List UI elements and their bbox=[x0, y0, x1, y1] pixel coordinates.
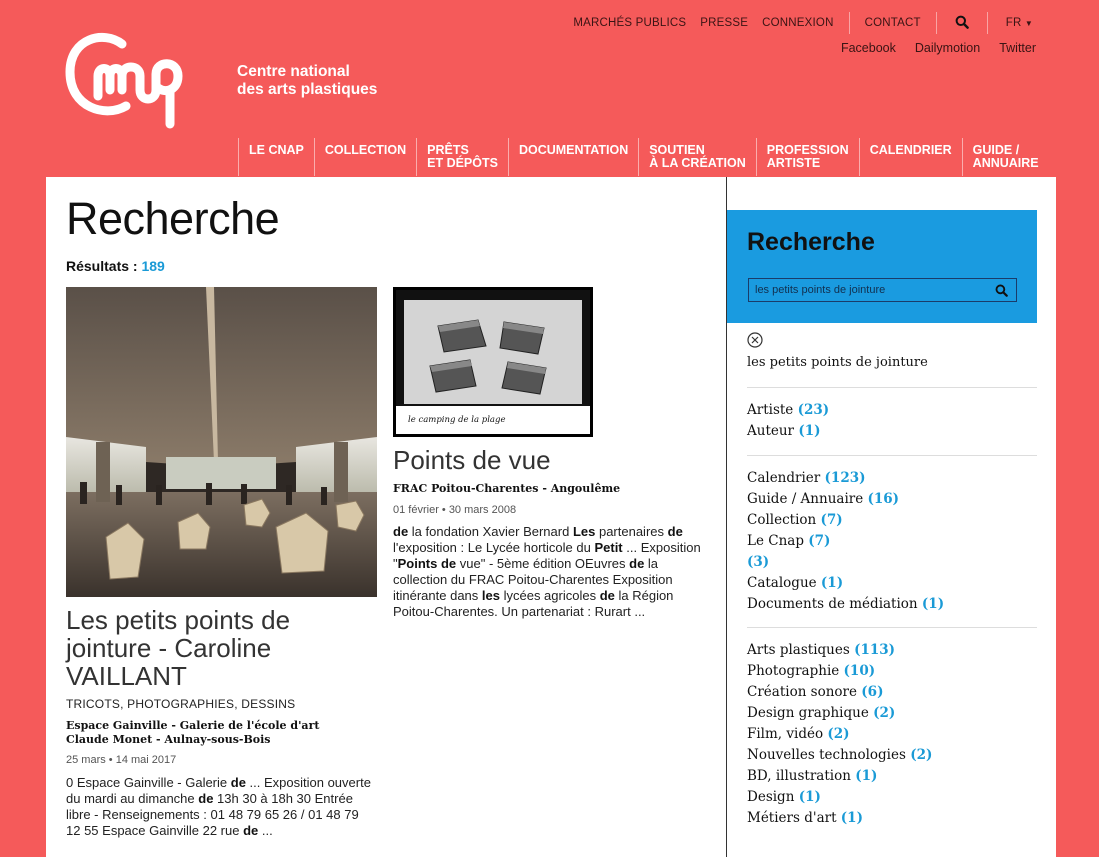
highlighted-term: de bbox=[198, 791, 214, 806]
facet-label: Design graphique bbox=[747, 705, 869, 721]
link-contact[interactable]: CONTACT bbox=[864, 17, 921, 29]
facet-item[interactable] bbox=[747, 468, 1037, 489]
results-number: 189 bbox=[141, 258, 165, 274]
facet-count: (1) bbox=[820, 575, 844, 591]
excerpt-text: ... bbox=[258, 823, 273, 838]
result-image-2[interactable] bbox=[393, 287, 593, 437]
result-excerpt-1 bbox=[66, 775, 376, 839]
divider bbox=[849, 12, 850, 34]
nav-documentation[interactable] bbox=[508, 138, 638, 176]
facet-label: Auteur bbox=[747, 423, 795, 439]
result-photo-2 bbox=[396, 290, 590, 434]
facet-label: Artiste bbox=[747, 402, 794, 418]
nav-profession-artiste[interactable] bbox=[756, 138, 859, 176]
facet-item[interactable] bbox=[747, 661, 1037, 682]
facet-item[interactable] bbox=[747, 552, 1037, 573]
facet-count: (2) bbox=[873, 705, 896, 721]
excerpt-text: 13h 30 à 18h 30 Entrée libre - Renseignements : 01 48 79 65 26 / 01 48 79 12 55 Espace Gainville 22 rue bbox=[66, 791, 359, 838]
facet-label: Métiers d'art bbox=[747, 810, 837, 826]
link-dailymotion[interactable]: Dailymotion bbox=[914, 41, 981, 55]
divider bbox=[987, 12, 988, 34]
facet-item[interactable] bbox=[747, 531, 1037, 552]
result-excerpt-2 bbox=[393, 524, 703, 620]
excerpt-text: la collection du FRAC Poitou-Charentes Exposition itinérante dans bbox=[393, 556, 673, 603]
facet-count: (1) bbox=[840, 810, 863, 826]
excerpt-text: lycées agricoles bbox=[499, 588, 600, 603]
highlighted-term: de bbox=[667, 524, 683, 539]
facet-count: (1) bbox=[921, 596, 945, 612]
language-label: FR bbox=[1005, 17, 1022, 29]
caret-down-icon: ▼ bbox=[1024, 19, 1033, 28]
facet-count: (23) bbox=[797, 402, 830, 418]
excerpt-text: ... Exposition ouverte du mardi au dimanche bbox=[66, 775, 371, 806]
facet-count: (1) bbox=[798, 423, 821, 439]
facet-item[interactable] bbox=[747, 724, 1037, 745]
highlighted-term: Points de bbox=[397, 556, 457, 571]
result-image-1[interactable] bbox=[66, 287, 377, 597]
result-title-2[interactable]: Points de vue bbox=[393, 445, 551, 475]
nav-soutien-a-la-creation[interactable] bbox=[638, 138, 756, 176]
excerpt-text: l'exposition : Le Lycée horticole du bbox=[393, 540, 595, 555]
nav-label: GUIDE / bbox=[972, 143, 1020, 157]
excerpt-text: 0 Espace Gainville - Galerie bbox=[66, 775, 231, 790]
highlighted-term: de bbox=[230, 775, 246, 790]
brand-line-1: Centre national bbox=[237, 63, 350, 80]
highlighted-term: Petit bbox=[594, 540, 623, 555]
social-links bbox=[841, 41, 1036, 55]
search-input[interactable] bbox=[749, 279, 986, 301]
facet-count: (7) bbox=[820, 512, 843, 528]
facet-count: (113) bbox=[854, 642, 896, 658]
facet-label: Catalogue bbox=[747, 575, 817, 591]
excerpt-text: la Région Poitou-Charentes. Un partenariat : Rurart ... bbox=[393, 588, 674, 619]
facet-item[interactable] bbox=[747, 489, 1037, 510]
page-title: Recherche bbox=[66, 193, 280, 244]
facet-item[interactable] bbox=[747, 421, 1037, 442]
clear-filter-icon[interactable] bbox=[747, 332, 763, 348]
highlighted-term: les bbox=[481, 588, 500, 603]
facet-label: Photographie bbox=[747, 663, 840, 679]
nav-label: SOUTIEN bbox=[649, 143, 705, 157]
facet-group-section bbox=[747, 455, 1037, 615]
facet-group-domain bbox=[747, 627, 1037, 829]
cnap-logo[interactable] bbox=[64, 30, 200, 130]
language-select[interactable] bbox=[996, 17, 1037, 29]
search-panel-title: Recherche bbox=[747, 228, 875, 256]
facet-item[interactable] bbox=[747, 787, 1037, 808]
nav-label: LE CNAP bbox=[249, 143, 304, 157]
highlighted-term: de bbox=[599, 588, 615, 603]
content-panel bbox=[46, 177, 1056, 857]
highlighted-term: de bbox=[393, 524, 409, 539]
highlighted-term: de bbox=[629, 556, 645, 571]
facet-count: (2) bbox=[910, 747, 933, 763]
excerpt-text: partenaires bbox=[595, 524, 668, 539]
nav-label: COLLECTION bbox=[324, 143, 407, 157]
brand-name bbox=[237, 63, 377, 99]
facet-count: (3) bbox=[747, 554, 770, 570]
search-button[interactable] bbox=[945, 15, 979, 32]
facet-count: (2) bbox=[827, 726, 850, 742]
results-label: Résultats : bbox=[66, 258, 142, 274]
link-connexion[interactable]: CONNEXION bbox=[762, 17, 834, 29]
nav-label: CALENDRIER bbox=[869, 143, 952, 157]
facet-count: (6) bbox=[861, 684, 884, 700]
nav-label: PROFESSION bbox=[766, 143, 849, 157]
nav-label: DOCUMENTATION bbox=[518, 143, 629, 157]
nav-guide-annuaire[interactable] bbox=[962, 138, 1049, 176]
active-filter bbox=[747, 332, 928, 370]
result-venue-2: FRAC Poitou-Charentes - Angoulême bbox=[393, 482, 621, 495]
facet-label: BD, illustration bbox=[747, 768, 851, 784]
search-field bbox=[748, 278, 1017, 302]
facet-label: Documents de médiation bbox=[747, 596, 918, 612]
brand-line-2: des arts plastiques bbox=[237, 81, 378, 98]
facet-label: Arts plastiques bbox=[747, 642, 850, 658]
result-venue-1: Espace Gainville - Galerie de l'école d'art Claude Monet - Aulnay-sous-Bois bbox=[66, 719, 320, 746]
main-nav bbox=[238, 138, 1049, 176]
facet-count: (123) bbox=[824, 470, 866, 486]
search-panel bbox=[727, 210, 1037, 323]
nav-label-2: ANNUAIRE bbox=[972, 156, 1039, 170]
active-filter-term: les petits points de jointure bbox=[747, 355, 928, 370]
facet-item[interactable] bbox=[747, 682, 1037, 703]
facet-count: (1) bbox=[855, 768, 878, 784]
link-twitter[interactable]: Twitter bbox=[999, 41, 1036, 55]
result-dates-1: 25 mars • 14 mai 2017 bbox=[66, 754, 177, 766]
excerpt-text: vue" - 5ème édition OEuvres bbox=[456, 556, 630, 571]
utility-nav bbox=[566, 12, 1037, 34]
facet-item[interactable] bbox=[747, 808, 1037, 829]
facet-label: Guide / Annuaire bbox=[747, 491, 864, 507]
facet-item[interactable] bbox=[747, 510, 1037, 531]
results-column bbox=[46, 177, 726, 857]
facet-item[interactable] bbox=[747, 745, 1037, 766]
facet-item[interactable] bbox=[747, 640, 1037, 661]
facet-item[interactable] bbox=[747, 703, 1037, 724]
search-sidebar bbox=[726, 177, 1056, 857]
nav-collection[interactable] bbox=[314, 138, 416, 176]
facet-item[interactable] bbox=[747, 400, 1037, 421]
nav-prets-et-depots[interactable] bbox=[416, 138, 508, 176]
facet-label: Film, vidéo bbox=[747, 726, 824, 742]
search-submit-button[interactable] bbox=[986, 279, 1016, 301]
facet-label: Calendrier bbox=[747, 470, 821, 486]
nav-label: PRÊTS bbox=[427, 143, 469, 157]
results-count bbox=[66, 258, 165, 274]
facet-label: Collection bbox=[747, 512, 817, 528]
nav-label-2: À LA CRÉATION bbox=[649, 156, 746, 170]
nav-label-2: ET DÉPÔTS bbox=[427, 156, 498, 170]
facet-label: Le Cnap bbox=[747, 533, 804, 549]
facet-count: (1) bbox=[798, 789, 821, 805]
excerpt-text: la fondation Xavier Bernard bbox=[408, 524, 573, 539]
image-caption: le camping de la plage bbox=[408, 415, 506, 425]
facet-count: (16) bbox=[867, 491, 900, 507]
result-photo-1 bbox=[66, 287, 377, 597]
result-category-1: TRICOTS, PHOTOGRAPHIES, DESSINS bbox=[66, 697, 296, 711]
facet-group-type bbox=[747, 387, 1037, 442]
search-icon bbox=[995, 284, 1008, 297]
highlighted-term: Les bbox=[572, 524, 596, 539]
facet-count: (7) bbox=[808, 533, 831, 549]
divider bbox=[936, 12, 937, 34]
facet-item[interactable] bbox=[747, 573, 1037, 594]
nav-le-cnap[interactable] bbox=[238, 138, 314, 176]
excerpt-text: ... Exposition " bbox=[393, 540, 701, 571]
facet-label: Nouvelles technologies bbox=[747, 747, 906, 763]
facet-label: Création sonore bbox=[747, 684, 857, 700]
highlighted-term: de bbox=[243, 823, 259, 838]
facet-item[interactable] bbox=[747, 594, 1037, 615]
link-facebook[interactable]: Facebook bbox=[840, 41, 896, 55]
result-dates-2: 01 février • 30 mars 2008 bbox=[393, 504, 517, 516]
search-icon bbox=[955, 15, 969, 29]
result-title-1[interactable]: Les petits points de jointure - Caroline VAILLANT bbox=[66, 605, 291, 691]
link-marches-publics[interactable]: MARCHÉS PUBLICS bbox=[573, 17, 687, 29]
facet-item[interactable] bbox=[747, 766, 1037, 787]
nav-calendrier[interactable] bbox=[859, 138, 962, 176]
nav-label-2: ARTISTE bbox=[766, 156, 821, 170]
facet-count: (10) bbox=[843, 663, 876, 679]
link-presse[interactable]: PRESSE bbox=[700, 17, 749, 29]
facet-label: Design bbox=[747, 789, 795, 805]
